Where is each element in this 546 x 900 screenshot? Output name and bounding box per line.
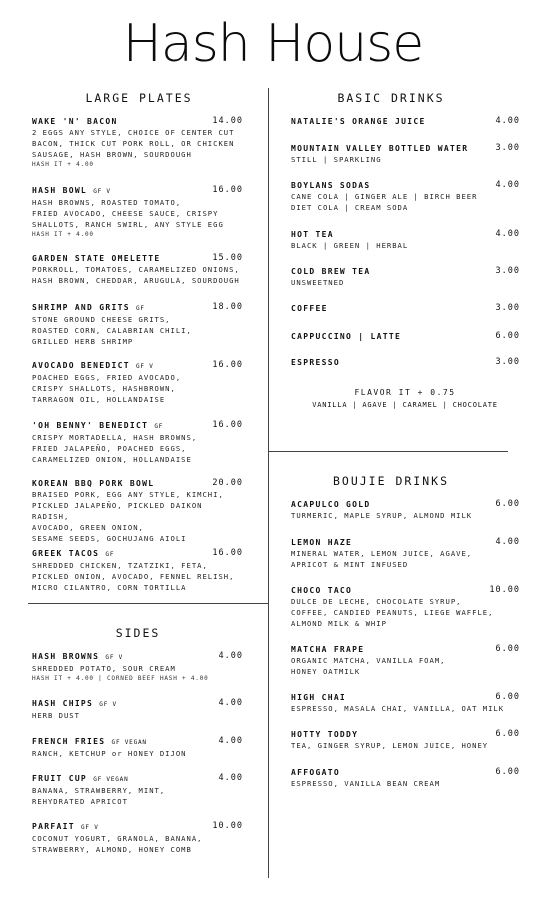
menu-item bbox=[32, 420, 243, 465]
item-price: 15.00 bbox=[212, 253, 243, 263]
item-name bbox=[291, 499, 520, 510]
menu-item bbox=[291, 499, 520, 521]
large-plates-heading: LARGE PLATES bbox=[85, 91, 193, 105]
item-name-text: ESPRESSO bbox=[291, 358, 340, 367]
item-description: TEA, GINGER SYRUP, LEMON JUICE, HONEY bbox=[291, 741, 489, 750]
item-price: 4.00 bbox=[495, 116, 520, 126]
menu-item bbox=[291, 585, 520, 629]
menu-title: Hash House bbox=[122, 14, 424, 74]
menu-item bbox=[291, 692, 520, 714]
item-name bbox=[291, 303, 520, 314]
dietary-tag: GF V bbox=[80, 824, 99, 831]
item-name-text: ACAPULCO GOLD bbox=[291, 500, 371, 509]
menu-item bbox=[291, 537, 520, 570]
item-name bbox=[32, 478, 243, 489]
menu-item bbox=[291, 303, 520, 314]
item-price: 18.00 bbox=[212, 302, 243, 312]
item-description: TURMERIC, MAPLE SYRUP, ALMOND MILK bbox=[291, 511, 473, 520]
item-price: 16.00 bbox=[212, 185, 243, 195]
item-name-text: 'OH BENNY' BENEDICT bbox=[32, 421, 149, 430]
item-name-text: AFFOGATO bbox=[291, 768, 340, 777]
item-name-text: MOUNTAIN VALLEY BOTTLED WATER bbox=[291, 144, 469, 153]
item-name-text: CHOCO TACO bbox=[291, 586, 353, 595]
item-price: 6.00 bbox=[495, 499, 520, 509]
dietary-tag: GF bbox=[154, 423, 164, 430]
menu-item bbox=[291, 644, 520, 677]
item-name bbox=[291, 331, 520, 342]
menu-item bbox=[291, 229, 520, 251]
item-name-text: AVOCADO BENEDICT bbox=[32, 361, 130, 370]
item-name-text: GREEK TACOS bbox=[32, 549, 100, 558]
item-price: 4.00 bbox=[218, 698, 243, 708]
menu-item bbox=[291, 116, 520, 127]
item-price: 20.00 bbox=[212, 478, 243, 488]
item-price: 6.00 bbox=[495, 767, 520, 777]
item-name bbox=[32, 116, 243, 127]
item-price: 4.00 bbox=[218, 651, 243, 661]
item-name bbox=[32, 185, 243, 197]
item-name bbox=[291, 767, 520, 778]
item-name-text: BOYLANS SODAS bbox=[291, 181, 371, 190]
item-addon: HASH IT + 4.00 bbox=[32, 231, 94, 238]
item-name bbox=[32, 420, 243, 432]
item-name-text: FRENCH FRIES bbox=[32, 737, 106, 746]
item-description: STONE GROUND CHEESE GRITS, ROASTED CORN, CALABRIAN CHILI, GRILLED HERB SHRIMP bbox=[32, 315, 192, 346]
menu-item bbox=[291, 729, 520, 751]
item-description: BLACK | GREEN | HERBAL bbox=[291, 241, 409, 250]
item-addon: HASH IT + 4.00 | CORNED BEEF HASH + 4.00 bbox=[32, 675, 209, 682]
menu-item bbox=[32, 651, 243, 684]
dietary-tag: GF bbox=[136, 305, 145, 312]
item-name bbox=[32, 360, 243, 372]
item-price: 4.00 bbox=[495, 229, 520, 239]
item-name-text: WAKE 'N' BACON bbox=[32, 117, 118, 126]
item-name bbox=[291, 266, 520, 277]
item-description: HERB DUST bbox=[32, 711, 80, 720]
item-name bbox=[291, 585, 520, 596]
menu-item bbox=[32, 698, 243, 721]
item-description: PORKROLL, TOMATOES, CARAMELIZED ONIONS, HASH BROWN, CHEDDAR, ARUGULA, SOURDOUGH bbox=[32, 265, 240, 285]
item-name-text: COFFEE bbox=[291, 304, 328, 313]
section-divider-right bbox=[268, 451, 508, 452]
menu-item bbox=[32, 773, 243, 807]
menu-item bbox=[291, 767, 520, 789]
menu-item bbox=[291, 180, 520, 213]
item-description: HASH BROWNS, ROASTED TOMATO, FRIED AVOCADO, CHEESE SAUCE, CRISPY SHALLOTS, RANCH SWIRL, ANY STYLE EGG bbox=[32, 198, 224, 229]
item-name bbox=[32, 773, 243, 785]
item-name bbox=[32, 821, 243, 833]
item-name bbox=[32, 548, 243, 560]
item-description: ESPRESSO, MASALA CHAI, VANILLA, OAT MILK bbox=[291, 704, 505, 713]
item-description: SHREDDED POTATO, SOUR CREAM bbox=[32, 664, 176, 673]
item-name-text: HASH CHIPS bbox=[32, 699, 94, 708]
menu-item bbox=[32, 548, 243, 593]
item-description: STILL | SPARKLING bbox=[291, 155, 382, 164]
dietary-tag: GF V bbox=[93, 188, 111, 195]
item-name bbox=[291, 116, 520, 127]
item-price: 6.00 bbox=[495, 331, 520, 341]
item-price: 6.00 bbox=[495, 729, 520, 739]
dietary-tag: GF VEGAN bbox=[111, 739, 147, 746]
item-name bbox=[291, 143, 520, 154]
item-price: 16.00 bbox=[212, 548, 243, 558]
item-description: POACHED EGGS, FRIED AVOCADO, CRISPY SHALLOTS, HASHBROWN, TARRAGON OIL, HOLLANDAISE bbox=[32, 373, 182, 404]
item-name bbox=[32, 698, 243, 710]
item-name-text: HASH BOWL bbox=[32, 186, 88, 195]
item-description: CRISPY MORTADELLA, HASH BROWNS, FRIED JALAPEÑO, POACHED EGGS, CARAMELIZED ONION, HOLLANDAISE bbox=[32, 433, 198, 464]
item-price: 14.00 bbox=[212, 116, 243, 126]
dietary-tag: GF V bbox=[105, 654, 124, 661]
item-name-text: HIGH CHAI bbox=[291, 693, 347, 702]
item-name-text: HOTTY TODDY bbox=[291, 730, 359, 739]
item-price: 10.00 bbox=[489, 585, 520, 595]
item-name bbox=[291, 537, 520, 548]
item-description: BANANA, STRAWBERRY, MINT, REHYDRATED APRICOT bbox=[32, 786, 166, 806]
menu-item bbox=[32, 116, 243, 170]
item-description: UNSWEETNED bbox=[291, 278, 345, 287]
item-price: 4.00 bbox=[218, 773, 243, 783]
item-price: 3.00 bbox=[495, 303, 520, 313]
flavor-options: VANILLA | AGAVE | CARAMEL | CHOCOLATE bbox=[312, 401, 498, 409]
menu-item bbox=[291, 357, 520, 368]
basic-drinks-heading: BASIC DRINKS bbox=[337, 91, 445, 105]
item-name bbox=[291, 729, 520, 740]
menu-item bbox=[32, 253, 243, 286]
item-name-text: FRUIT CUP bbox=[32, 774, 88, 783]
menu-item bbox=[32, 478, 243, 544]
menu-item bbox=[291, 331, 520, 342]
item-name-text: CAPPUCCINO | LATTE bbox=[291, 332, 402, 341]
item-price: 3.00 bbox=[495, 357, 520, 367]
dietary-tag: GF VEGAN bbox=[93, 776, 129, 783]
item-addon: HASH IT + 4.00 bbox=[32, 161, 94, 168]
item-name bbox=[291, 180, 520, 191]
item-name bbox=[291, 229, 520, 240]
item-description: MINERAL WATER, LEMON JUICE, AGAVE, APRICOT & MINT INFUSED bbox=[291, 549, 473, 569]
boujie-drinks-heading: BOUJIE DRINKS bbox=[332, 474, 449, 488]
menu-item bbox=[291, 143, 520, 165]
item-name-text: COLD BREW TEA bbox=[291, 267, 371, 276]
item-name bbox=[32, 651, 243, 663]
dietary-tag: GF V bbox=[136, 363, 154, 370]
menu-item bbox=[32, 302, 243, 347]
item-name bbox=[291, 644, 520, 655]
item-name bbox=[32, 302, 243, 314]
item-price: 3.00 bbox=[495, 143, 520, 153]
menu-item bbox=[32, 185, 243, 240]
item-price: 10.00 bbox=[212, 821, 243, 831]
column-divider bbox=[268, 88, 269, 878]
sides-heading: SIDES bbox=[115, 626, 161, 640]
item-description: ESPRESSO, VANILLA BEAN CREAM bbox=[291, 779, 441, 788]
item-name-text: LEMON HAZE bbox=[291, 538, 353, 547]
item-description: RANCH, KETCHUP or HONEY DIJON bbox=[32, 749, 187, 758]
item-description: BRAISED PORK, EGG ANY STYLE, KIMCHI, PICKLED JALAPEÑO, PICKLED DAIKON RADISH, AVOCADO, GREEN ONION, SESAME SEEDS, GOCHUJANG AIOLI bbox=[32, 490, 224, 543]
section-divider-left bbox=[28, 603, 268, 604]
item-name bbox=[291, 357, 520, 368]
item-price: 4.00 bbox=[495, 537, 520, 547]
item-description: CANE COLA | GINGER ALE | BIRCH BEER DIET COLA | CREAM SODA bbox=[291, 192, 478, 212]
flavor-addon bbox=[290, 387, 520, 411]
flavor-title: FLAVOR IT + 0.75 bbox=[354, 388, 456, 397]
item-name-text: GARDEN STATE OMELETTE bbox=[32, 254, 161, 263]
item-name-text: HOT TEA bbox=[291, 230, 334, 239]
item-description: SHREDDED CHICKEN, TZATZIKI, FETA, PICKLED ONION, AVOCADO, FENNEL RELISH, MICRO CILANTRO, CORN TORTILLA bbox=[32, 561, 235, 592]
menu-item bbox=[291, 266, 520, 288]
item-price: 3.00 bbox=[495, 266, 520, 276]
item-name bbox=[32, 253, 243, 264]
item-name-text: NATALIE'S ORANGE JUICE bbox=[291, 117, 426, 126]
item-description: ORGANIC MATCHA, VANILLA FOAM, HONEY OATMILK bbox=[291, 656, 446, 676]
item-description: COCONUT YOGURT, GRANOLA, BANANA, STRAWBERRY, ALMOND, HONEY COMB bbox=[32, 834, 203, 854]
dietary-tag: GF V bbox=[99, 701, 117, 708]
item-price: 6.00 bbox=[495, 692, 520, 702]
item-name-text: HASH BROWNS bbox=[32, 652, 100, 661]
menu-item bbox=[32, 821, 243, 855]
item-name-text: MATCHA FRAPE bbox=[291, 645, 365, 654]
menu-item bbox=[32, 736, 243, 759]
menu-item bbox=[32, 360, 243, 405]
dietary-tag: GF bbox=[105, 551, 115, 558]
item-price: 16.00 bbox=[212, 360, 243, 370]
item-name-text: KOREAN BBQ PORK BOWL bbox=[32, 479, 155, 488]
item-name-text: PARFAIT bbox=[32, 822, 75, 831]
item-price: 16.00 bbox=[212, 420, 243, 430]
item-price: 4.00 bbox=[218, 736, 243, 746]
item-price: 4.00 bbox=[495, 180, 520, 190]
item-description: 2 EGGS ANY STYLE, CHOICE OF CENTER CUT BACON, THICK CUT PORK ROLL, OR CHICKEN SAUSAGE, HASH BROWN, SOURDOUGH bbox=[32, 128, 235, 159]
item-description: DULCE DE LECHE, CHOCOLATE SYRUP, COFFEE, CANDIED PEANUTS, LIEGE WAFFLE, ALMOND MILK & WHIP bbox=[291, 597, 494, 628]
item-name-text: SHRIMP AND GRITS bbox=[32, 303, 130, 312]
item-price: 6.00 bbox=[495, 644, 520, 654]
item-name bbox=[291, 692, 520, 703]
item-name bbox=[32, 736, 243, 748]
